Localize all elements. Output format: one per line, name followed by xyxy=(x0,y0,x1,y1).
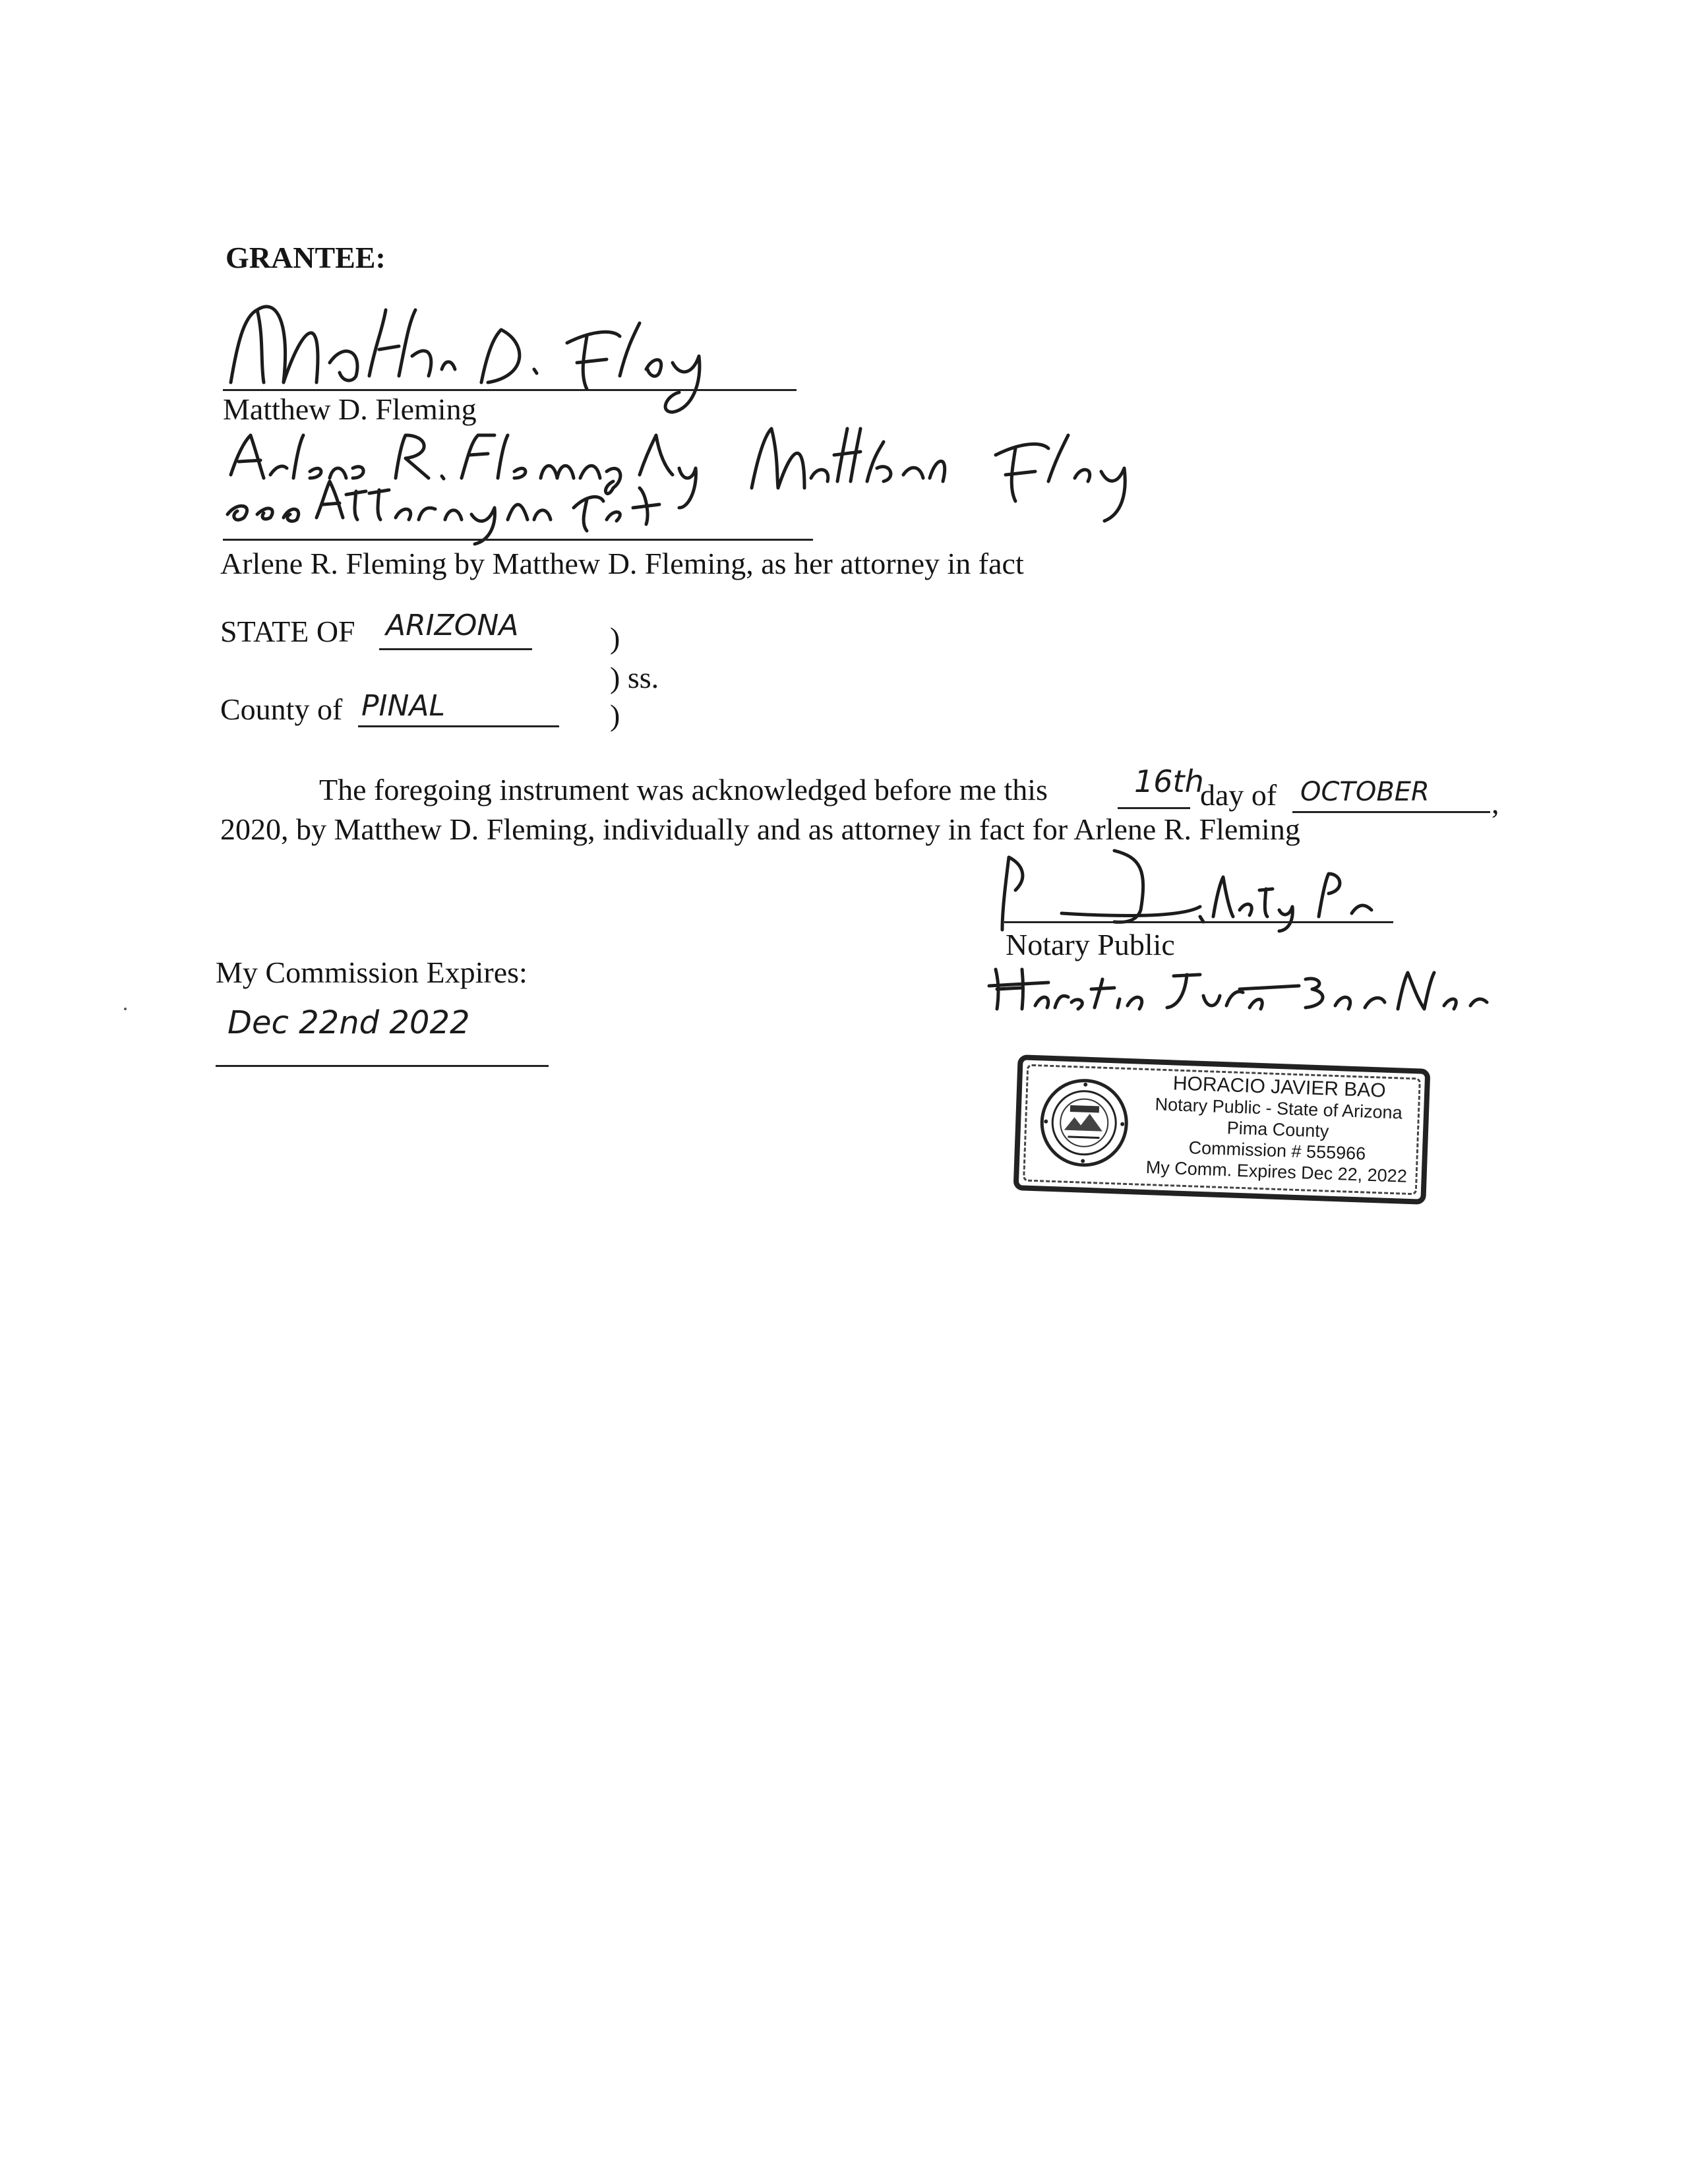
acknowledgment-day: 16th xyxy=(1134,764,1204,799)
arlene-signature xyxy=(218,415,1180,547)
venue-paren-ss: ) ss. xyxy=(610,661,659,694)
notary-public-label: Notary Public xyxy=(1006,928,1175,961)
acknowledgment-day-line xyxy=(1118,807,1190,809)
grantee-heading: GRANTEE: xyxy=(226,241,386,274)
state-value: ARIZONA xyxy=(386,609,519,642)
acknowledgment-comma: , xyxy=(1492,786,1499,820)
county-value: PINAL xyxy=(361,689,446,723)
acknowledgment-month: OCTOBER xyxy=(1300,777,1430,807)
notary-signature-line xyxy=(1004,921,1393,923)
state-value-line xyxy=(379,648,532,650)
arlene-name-caption: Arlene R. Fleming by Matthew D. Fleming, as her attorney in fact xyxy=(220,547,1024,580)
venue-paren-3: ) xyxy=(610,698,620,732)
commission-expires-line xyxy=(216,1065,549,1067)
scan-speck xyxy=(124,1008,127,1010)
stamp-notary-title: Notary Public - State of Arizona xyxy=(1155,1094,1403,1123)
acknowledgment-month-line xyxy=(1292,811,1490,813)
notary-printed-name xyxy=(989,950,1490,1016)
notary-stamp-text xyxy=(1144,1072,1411,1187)
county-label: County of xyxy=(220,692,343,726)
commission-expires-label: My Commission Expires: xyxy=(216,956,528,989)
venue-paren-1: ) xyxy=(610,621,620,655)
acknowledgment-day-of: day of xyxy=(1200,778,1277,812)
state-label: STATE OF xyxy=(220,615,355,648)
stamp-notary-name: HORACIO JAVIER BAO xyxy=(1172,1072,1387,1102)
arlene-signature-line xyxy=(223,539,813,541)
matthew-name-caption: Matthew D. Fleming xyxy=(223,392,477,426)
county-value-line xyxy=(358,725,559,727)
arizona-seal-icon xyxy=(1037,1075,1132,1170)
matthew-signature-line xyxy=(223,389,797,391)
notary-stamp xyxy=(1013,1054,1431,1205)
stamp-expiration: My Comm. Expires Dec 22, 2022 xyxy=(1145,1157,1408,1186)
stamp-commission-number: Commission # 555966 xyxy=(1188,1138,1366,1164)
acknowledgment-prefix: The foregoing instrument was acknowledged before me this xyxy=(319,773,1048,806)
stamp-county: Pima County xyxy=(1226,1118,1329,1141)
acknowledgment-line-2: 2020, by Matthew D. Fleming, individually and as attorney in fact for Arlene R. Fleming xyxy=(220,812,1300,846)
commission-expires-date: Dec 22nd 2022 xyxy=(227,1004,470,1041)
